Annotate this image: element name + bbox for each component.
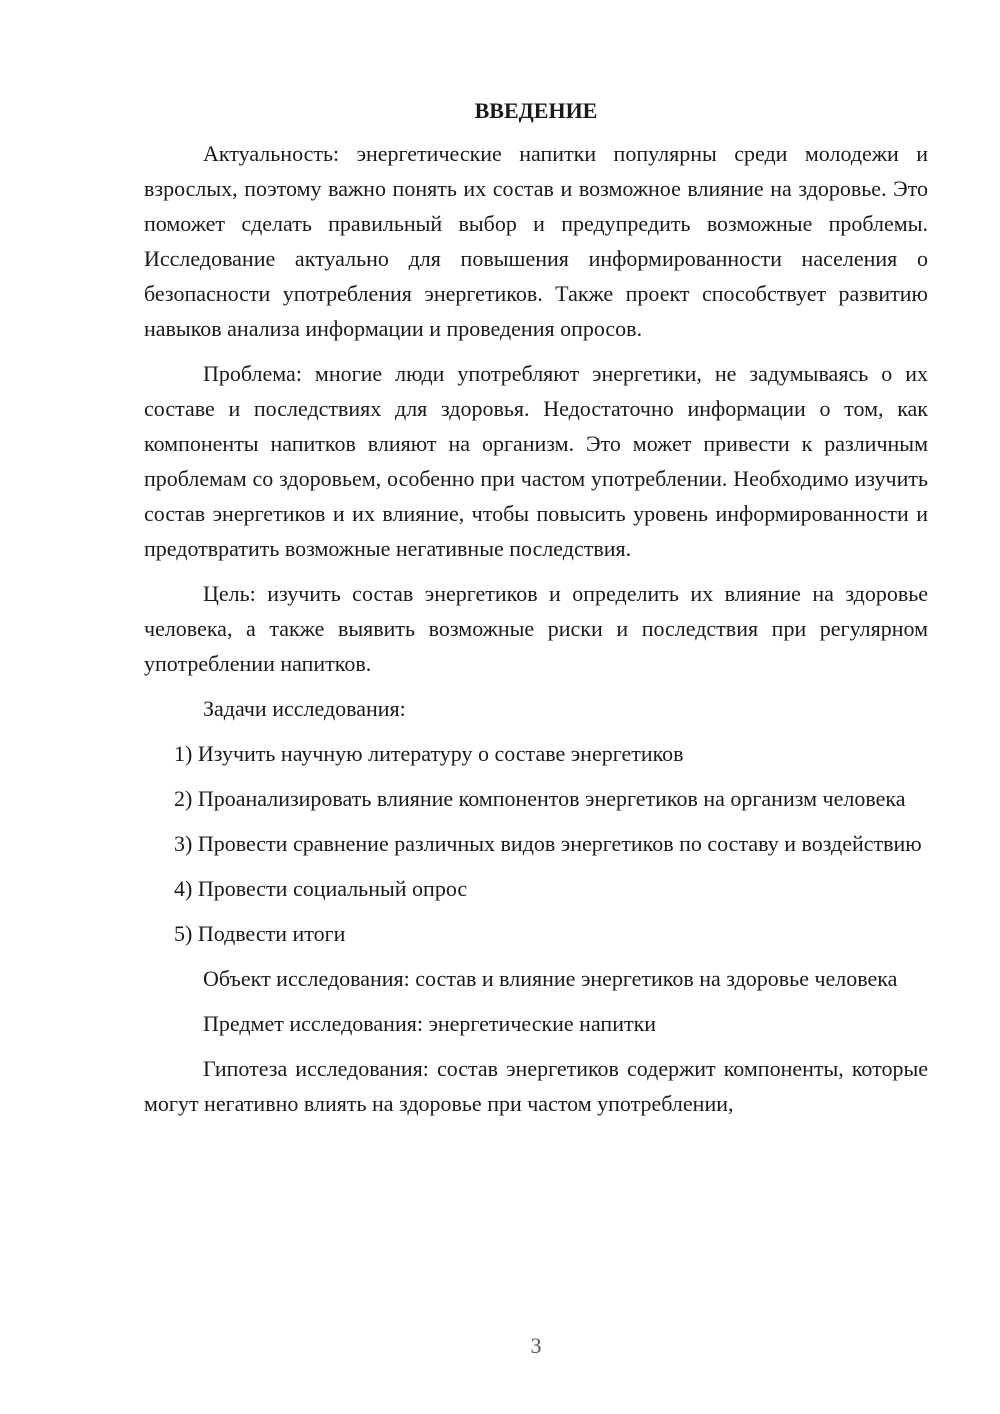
task-item-1: 1) Изучить научную литературу о составе энергетиков <box>174 741 684 766</box>
hypothesis-paragraph: Гипотеза исследования: состав энергетиков содержит компоненты, которые могут негативно влиять на здоровье при частом употреблении, <box>144 1056 928 1116</box>
object-paragraph: Объект исследования: состав и влияние энергетиков на здоровье человека <box>203 966 898 991</box>
task-item-5: 5) Подвести итоги <box>174 921 346 946</box>
document-page <box>144 96 928 1131</box>
page-number: 3 <box>530 1333 542 1358</box>
page-title: ВВЕДЕНИЕ <box>474 98 598 123</box>
task-item-4: 4) Провести социальный опрос <box>174 876 468 901</box>
goal-paragraph: Цель: изучить состав энергетиков и определить их влияние на здоровье человека, а также выявить возможные риски и последствия при регулярном употреблении напитков. <box>144 581 928 676</box>
tasks-heading: Задачи исследования: <box>203 696 406 721</box>
task-item-2: 2) Проанализировать влияние компонентов энергетиков на организм человека <box>174 786 906 811</box>
relevance-paragraph: Актуальность: энергетические напитки популярны среди молодежи и взрослых, поэтому важно понять их состав и возможное влияние на здоровье. Это поможет сделать правильный выбор и предупредить возможные проблемы. Исследование актуально для повышения информированности населения о безопасности употребления энергетиков. Также проект способствует развитию навыков анализа информации и проведения опросов. <box>144 141 928 341</box>
subject-paragraph: Предмет исследования: энергетические напитки <box>203 1011 657 1036</box>
problem-paragraph: Проблема: многие люди употребляют энергетики, не задумываясь о их составе и последствиях для здоровья. Недостаточно информации о том, как компоненты напитков влияют на организм. Это может привести к различным проблемам со здоровьем, особенно при частом употреблении. Необходимо изучить состав энергетиков и их влияние, чтобы повысить уровень информированности и предотвратить возможные негативные последствия. <box>144 361 928 561</box>
task-item-3: 3) Провести сравнение различных видов энергетиков по составу и воздействию <box>174 831 922 856</box>
